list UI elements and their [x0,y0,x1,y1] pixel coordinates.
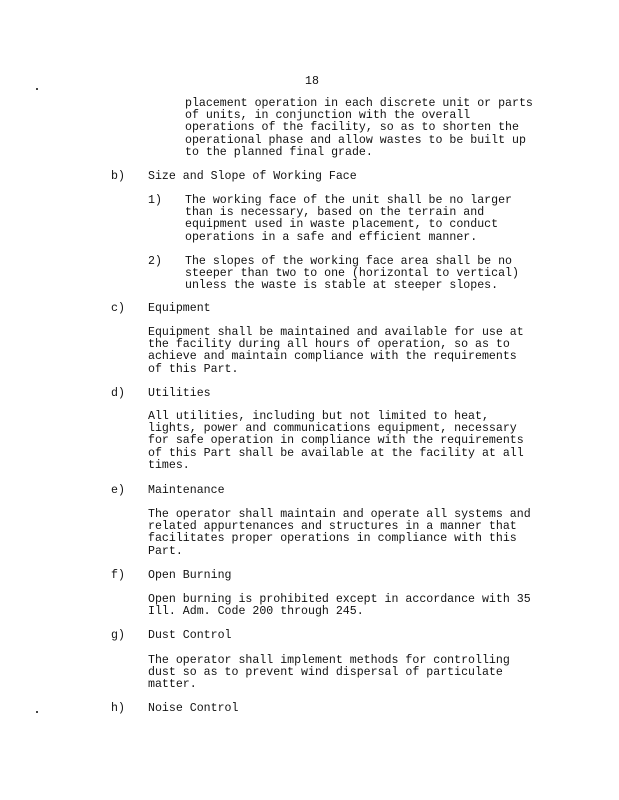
section-d-title: Utilities [148,387,211,400]
item-1-number: 1) [148,194,162,207]
item-1-text: The working face of the unit shall be no larger than is necessary, based on the terrain and equipment used in waste placement, to conduct operations in a safe and efficient manner. [185,194,512,244]
section-h-label: h) [111,702,125,715]
section-f-body: Open burning is prohibited except in accordance with 35 Ill. Adm. Code 200 through 245. [148,593,531,619]
scan-mark [36,88,38,90]
section-c-body: Equipment shall be maintained and available for use at the facility during all hours of operation, so as to achieve and maintain compliance with the requirements of this Part. [148,326,524,376]
continuation-paragraph: placement operation in each discrete unit or parts of units, in conjunction with the overall operations of the facility, so as to shorten the operational phase and allow wastes to be built up to the planned final grade. [185,97,533,159]
section-d-body: All utilities, including but not limited to heat, lights, power and communications equipment, necessary for safe operation in compliance with the requirements of this Part shall be available at the facility at all times. [148,410,524,472]
page-number: 18 [305,75,319,88]
section-b-label: b) [111,170,125,183]
item-2-text: The slopes of the working face area shall be no steeper than two to one (horizontal to vertical) unless the waste is stable at steeper slopes. [185,255,519,293]
scan-mark [36,711,38,713]
section-f-label: f) [111,569,125,582]
section-b-title: Size and Slope of Working Face [148,170,357,183]
section-e-title: Maintenance [148,484,225,497]
section-c-title: Equipment [148,302,211,315]
item-2-number: 2) [148,255,162,268]
section-g-label: g) [111,629,125,642]
section-f-title: Open Burning [148,569,232,582]
section-c-label: c) [111,302,125,315]
section-e-body: The operator shall maintain and operate all systems and related appurtenances and structures in a manner that facilitates proper operations in compliance with this Part. [148,508,531,558]
section-e-label: e) [111,484,125,497]
section-g-title: Dust Control [148,629,232,642]
section-d-label: d) [111,387,125,400]
section-h-title: Noise Control [148,702,239,715]
section-g-body: The operator shall implement methods for controlling dust so as to prevent wind dispersal of particulate matter. [148,654,510,692]
